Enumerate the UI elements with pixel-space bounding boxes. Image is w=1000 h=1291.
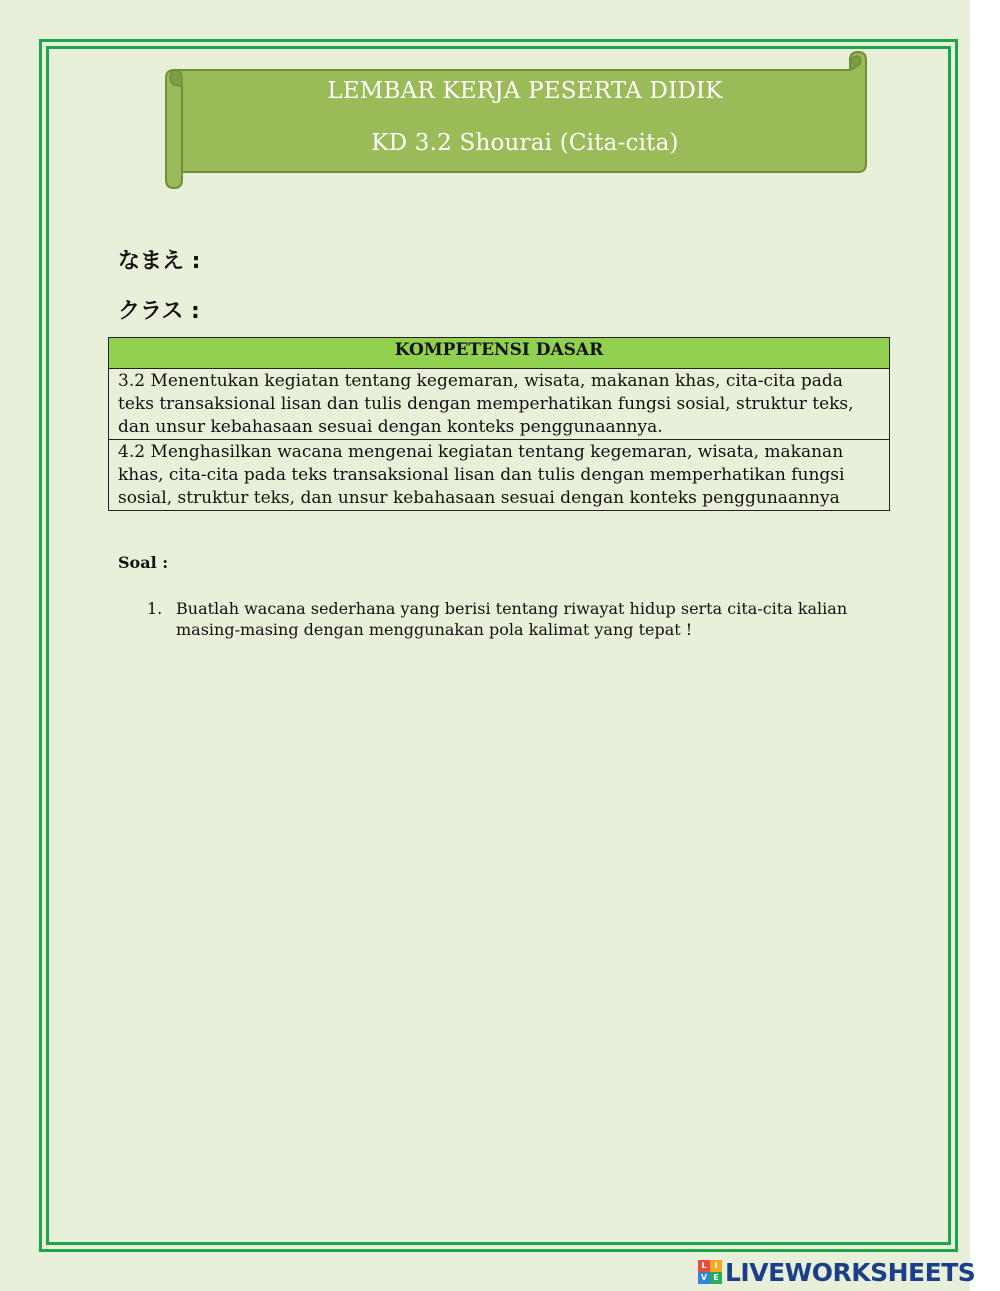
liveworksheets-logo-icon — [698, 1260, 722, 1284]
logo-letter-v: V — [698, 1272, 710, 1284]
table-row — [109, 369, 890, 440]
worksheet-subtitle: KD 3.2 Shourai (Cita-cita) — [371, 130, 679, 156]
question-number: 1. — [147, 599, 163, 618]
competency-3-2: 3.2 Menentukan kegiatan tentang kegemaran, wisata, makanan khas, cita-cita pada teks transaksional lisan dan tulis dengan memperhatikan fungsi sosial, struktur teks, dan unsur kebahasaan sesuai dengan konteks penggunaannya. — [109, 369, 890, 440]
page-border-inner — [46, 46, 951, 1245]
logo-letter-e: E — [710, 1272, 722, 1284]
table-row — [109, 440, 890, 511]
logo-letter-l: L — [698, 1260, 710, 1272]
competency-table — [108, 337, 890, 511]
question-text: Buatlah wacana sederhana yang berisi tentang riwayat hidup serta cita-cita kalian masing-masing dengan menggunakan pola kalimat yang tepat ! — [176, 599, 848, 639]
competency-table-header: KOMPETENSI DASAR — [109, 338, 890, 369]
question-item — [147, 598, 872, 640]
title-scroll-banner — [160, 50, 870, 190]
liveworksheets-logo-text: LIVEWORKSHEETS — [725, 1257, 976, 1287]
logo-letter-i: I — [710, 1260, 722, 1272]
soal-label: Soal : — [118, 553, 169, 572]
competency-4-2: 4.2 Menghasilkan wacana mengenai kegiatan tentang kegemaran, wisata, makanan khas, cita-cita pada teks transaksional lisan dan tulis dengan memperhatikan fungsi sosial, struktur teks, dan unsur kebahasaan sesuai dengan konteks penggunaannya — [109, 440, 890, 511]
liveworksheets-logo[interactable] — [698, 1257, 975, 1287]
class-label: クラス : — [118, 299, 200, 324]
name-label: なまえ : — [118, 249, 201, 274]
worksheet-title: LEMBAR KERJA PESERTA DIDIK — [327, 78, 723, 104]
scroll-banner-shape — [160, 50, 870, 190]
